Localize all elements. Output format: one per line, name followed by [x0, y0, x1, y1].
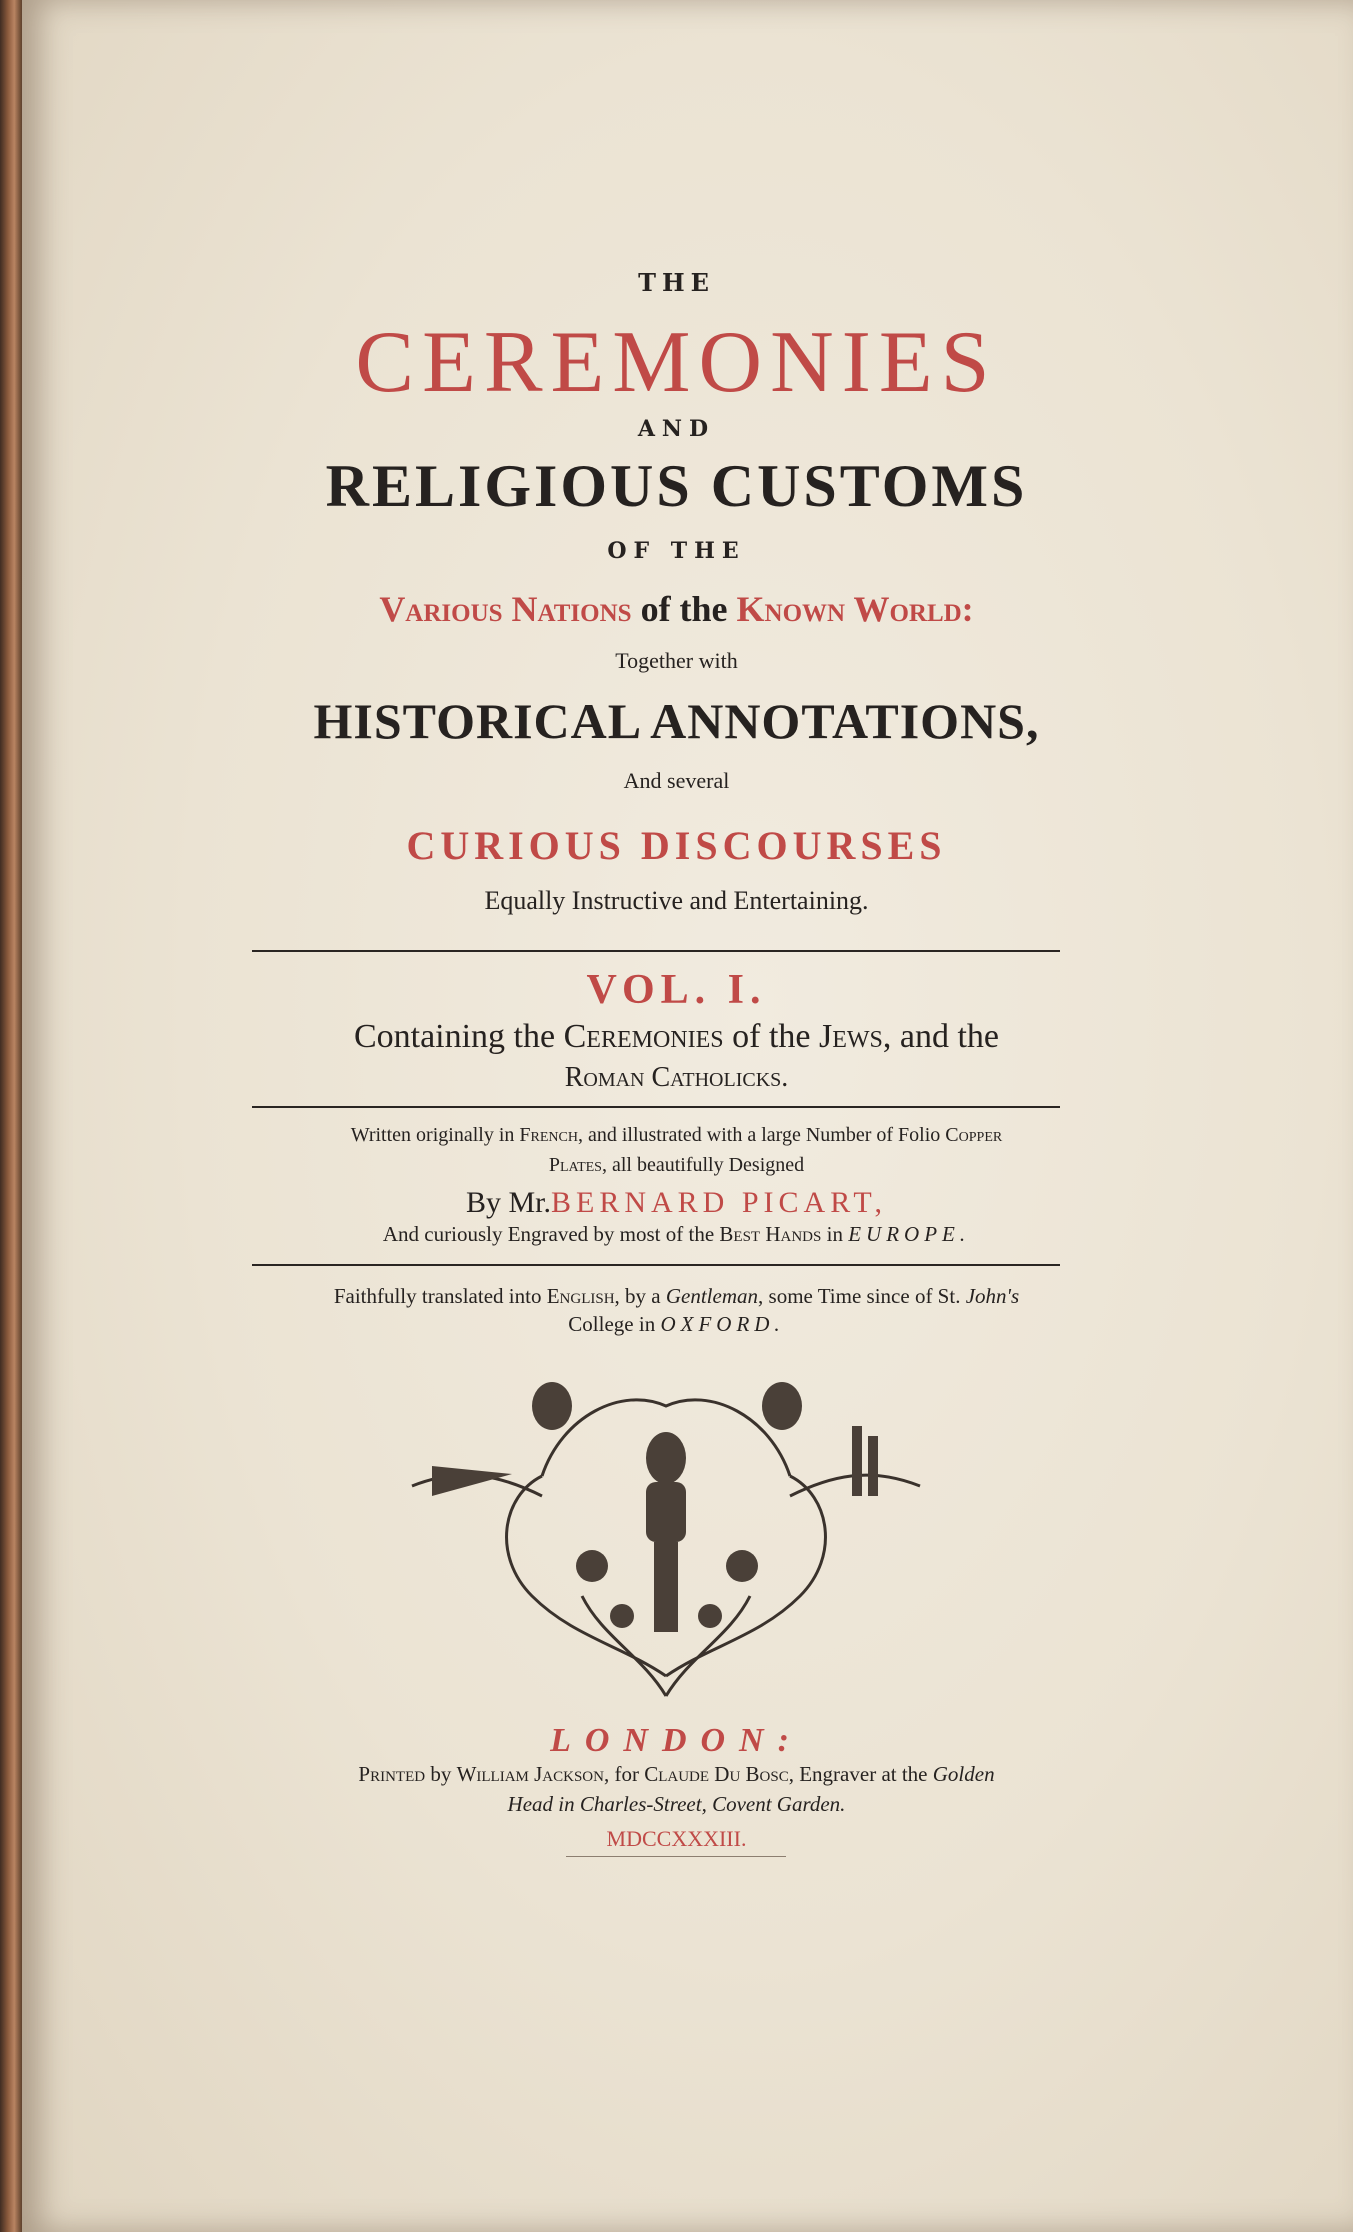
engraved-c: in: [821, 1222, 849, 1246]
title-ceremonies: CEREMONIES: [355, 314, 998, 411]
plates-line: [0, 1154, 1353, 1177]
by-mr: By Mr.: [465, 1186, 551, 1219]
roman-catholicks: Roman Catholicks.: [564, 1062, 789, 1093]
containing-a: Containing the: [353, 1018, 564, 1055]
place-london: LONDON:: [550, 1722, 803, 1759]
author-name: BERNARD PICART,: [551, 1186, 888, 1219]
title-religious-customs: RELIGIOUS CUSTOMS: [325, 453, 1028, 519]
containing-line: [0, 1018, 1353, 1056]
engraved-line: [0, 1222, 1353, 1247]
title-various-nations: [0, 588, 1353, 630]
faith-a: Faithfully translated into: [333, 1284, 547, 1308]
title-and: AND: [637, 416, 716, 442]
containing-e: , and the: [882, 1018, 1000, 1055]
containing-c: of the: [723, 1018, 819, 1055]
johns: John's: [965, 1284, 1020, 1308]
various-nations-text: Various Nations: [379, 589, 632, 629]
gentleman: Gentleman: [665, 1284, 759, 1308]
written-originally: [0, 1124, 1353, 1147]
volume-number: VOL. I.: [586, 967, 767, 1013]
curious-discourses: CURIOUS DISCOURSES: [406, 823, 947, 868]
containing-ceremonies: Ceremonies: [563, 1018, 724, 1055]
year-underline: [566, 1856, 786, 1857]
divider-rule: [252, 1264, 1060, 1266]
equally-instructive: Equally Instructive and Entertaining.: [484, 886, 869, 915]
english: English: [546, 1284, 615, 1308]
title-of-the: OF THE: [607, 538, 746, 564]
written-copper: Copper: [945, 1124, 1003, 1146]
containing-jews: Jews: [818, 1018, 883, 1055]
plates-rest: , all beautifully Designed: [601, 1154, 805, 1176]
historical-annotations: HISTORICAL ANNOTATIONS,: [313, 693, 1040, 749]
engraved-a: And curiously Engraved by most of the: [382, 1222, 720, 1246]
printer-name: William Jackson: [456, 1762, 604, 1786]
of-the-text: of the: [631, 589, 737, 629]
best-hands: Best Hands: [719, 1222, 822, 1246]
ornamental-engraving-icon: [392, 1346, 940, 1716]
written-c: , and illustrated with a large Number of Folio: [577, 1124, 946, 1146]
oxford: OXFORD.: [660, 1312, 785, 1336]
divider-rule: [252, 1106, 1060, 1108]
together-with: Together with: [615, 648, 738, 673]
college-a: College in: [568, 1312, 661, 1336]
plates-word: Plates: [548, 1154, 602, 1176]
faith-c: , by a: [614, 1284, 666, 1308]
printed-for: , for: [603, 1762, 645, 1786]
divider-rule: [252, 950, 1060, 952]
engraver-at: , Engraver at the: [788, 1762, 933, 1786]
by-author: [0, 1186, 1353, 1220]
faith-e: , some Time since of St.: [758, 1284, 966, 1308]
title-the: THE: [638, 268, 715, 297]
publisher-name: Claude Du Bosc: [644, 1762, 789, 1786]
publication-year: MDCCXXXIII.: [606, 1826, 747, 1851]
europe: EUROPE.: [848, 1222, 971, 1246]
and-several: And several: [623, 768, 730, 793]
written-a: Written originally in: [350, 1124, 520, 1146]
written-french: French: [519, 1124, 578, 1146]
known-world-text: Known World:: [736, 589, 974, 629]
golden: Golden: [932, 1762, 995, 1786]
printed-word: Printed: [358, 1762, 426, 1786]
printer-line: [0, 1762, 1353, 1787]
address-line: Head in Charles-Street, Covent Garden.: [507, 1792, 846, 1816]
translated-line: [0, 1284, 1353, 1309]
college-line: [0, 1312, 1353, 1337]
printed-by: by: [425, 1762, 457, 1786]
